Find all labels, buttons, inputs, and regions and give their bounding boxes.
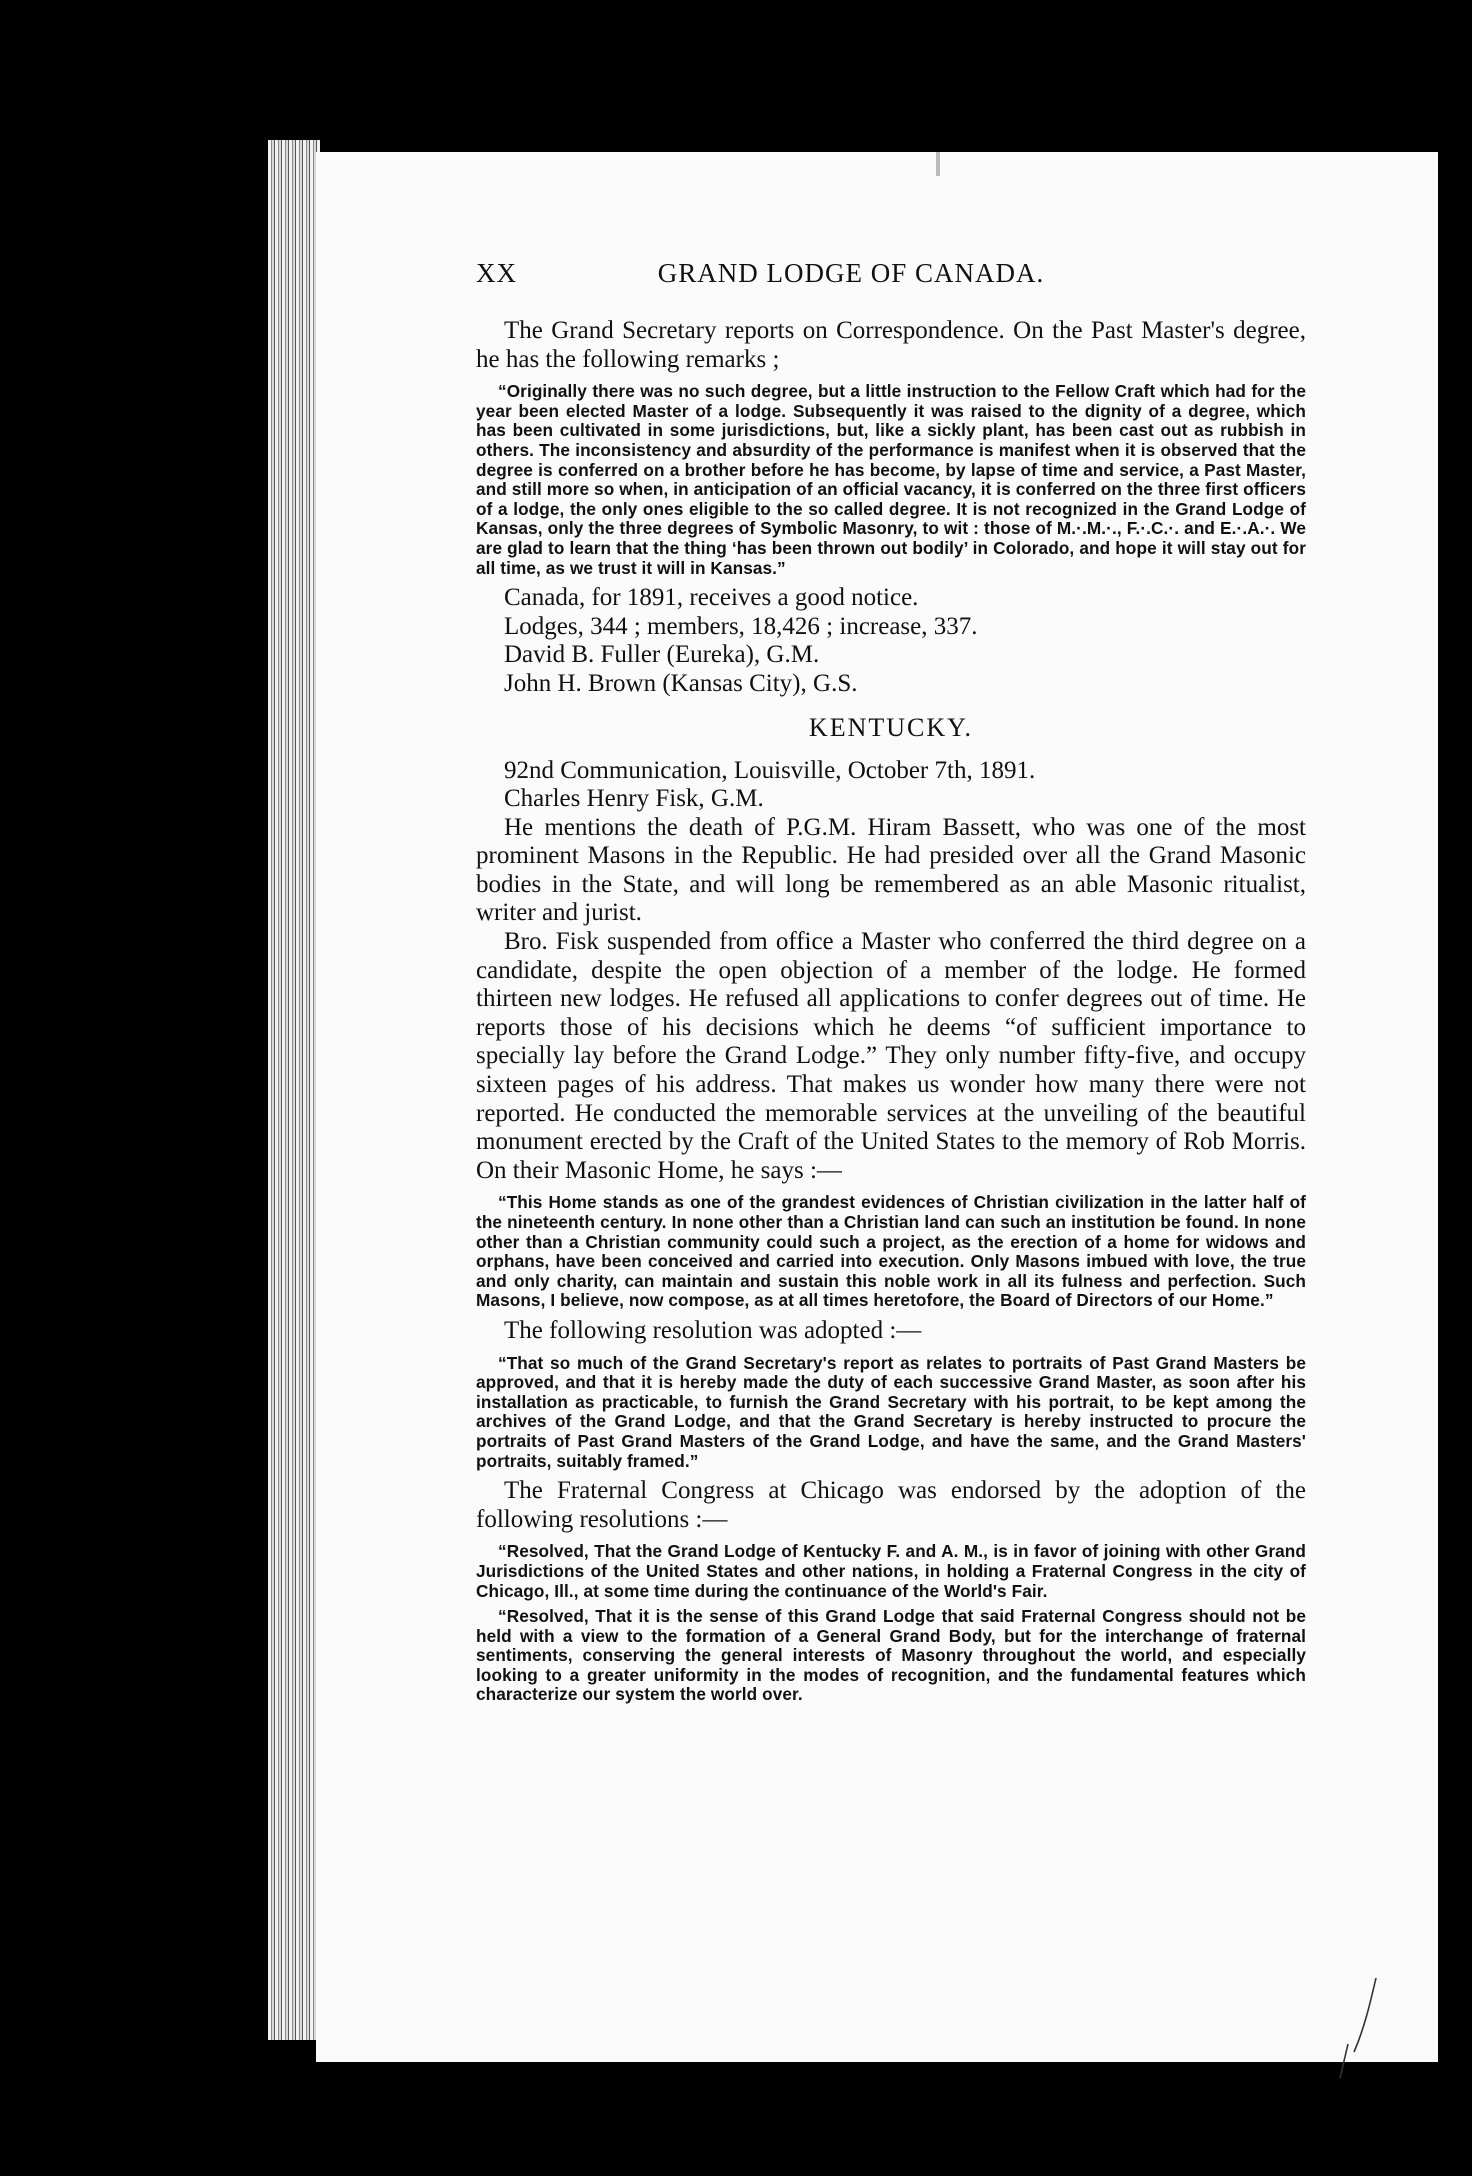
fraternal-congress-intro: The Fraternal Congress at Chicago was endorsed by the adoption of the following resolutions :— (476, 1477, 1306, 1533)
kansas-intro: The Grand Secretary reports on Correspondence. On the Past Master's degree, he has the following remarks ; (476, 317, 1306, 373)
pen-stroke-mark (1336, 1974, 1386, 2084)
kansas-line-canada: Canada, for 1891, receives a good notice. (504, 584, 919, 612)
kentucky-line-grand-master: Charles Henry Fisk, G.M. (504, 785, 764, 813)
resolution-intro: The following resolution was adopted :— (504, 1316, 922, 1344)
kansas-line-grand-master: David B. Fuller (Eureka), G.M. (504, 641, 820, 669)
page-number: XX (476, 258, 517, 288)
kansas-line-grand-secretary: John H. Brown (Kansas City), G.S. (504, 669, 858, 697)
running-title: GRAND LODGE OF CANADA. (657, 258, 1045, 288)
kentucky-paragraph-bassett: He mentions the death of P.G.M. Hiram Bassett, who was one of the most prominent Masons in the Republic. He had presided over all the Grand Masonic bodies in the State, and will long be remembered as an able Masonic ritualist, writer and jurist. (476, 813, 1306, 927)
masonic-home-quote: “This Home stands as one of the grandest evidences of Christian civilization in the latter half of the nineteenth century. In none other than a Christian land can such an institution be found. In none other than a Christian community could such a project, as the erection of a home for widows and orphans, have been conceived and carried into execution. Only Masons imbued with love, the true and only charity, can maintain and sustain this noble work in all its fulness and perfection. Such Masons, I believe, now compose, as at all times heretofore, the Board of Directors of our Home.” (476, 1192, 1306, 1311)
resolved-two: “Resolved, That it is the sense of this Grand Lodge that said Fraternal Congress should not be held with a view to the formation of a General Grand Body, but for the interchange of fraternal sentiments, conserving the general interests of Masonry throughout the world, and especially looking to a greater uniformity in the modes of recognition, and the fundamental features which characterize our system the world over. (476, 1606, 1306, 1705)
margin-mark (936, 152, 940, 176)
section-heading-kentucky: KENTUCKY. (808, 712, 974, 742)
resolved-one: “Resolved, That the Grand Lodge of Kentucky F. and A. M., is in favor of joining with other Grand Jurisdictions of the United States and other nations, in holding a Fraternal Congress in the city of Chicago, Ill., at some time during the continuance of the World's Fair. (476, 1541, 1306, 1601)
page-edges (268, 140, 320, 2040)
page-content (476, 258, 1306, 1711)
kentucky-paragraph-fisk: Bro. Fisk suspended from office a Master who conferred the third degree on a candidate, despite the open objection of a member of the lodge. He formed thirteen new lodges. He refused all applications to confer degrees out of time. He reports those of his decisions which he deems “of sufficient importance to specially lay before the Grand Lodge.” They only number fifty-five, and occupy sixteen pages of his address. That makes us wonder how many there were not reported. He conducted the memorable services at the unveiling of the beautiful monument erected by the Craft of the United States to the memory of Rob Morris. On their Masonic Home, he says :— (476, 928, 1306, 1184)
portraits-resolution-quote: “That so much of the Grand Secretary's report as relates to portraits of Past Grand Masters be approved, and that it is hereby made the duty of each successive Grand Master, as soon after his installation as practicable, to furnish the Grand Secretary with his portrait, to be kept among the archives of the Grand Lodge, and that the Grand Secretary is hereby instructed to procure the portraits of Past Grand Masters of the Grand Lodge, and have the same, and the Grand Masters' portraits, suitably framed.” (476, 1352, 1306, 1471)
running-head (476, 258, 1306, 289)
kansas-quote: “Originally there was no such degree, but a little instruction to the Fellow Craft which had for the year been elected Master of a lodge. Subsequently it was raised to the dignity of a degree, which has been cultivated in some jurisdictions, but, like a sickly plant, has been cast out as rubbish in others. The inconsistency and absurdity of the performance is manifest when it is observed that the degree is conferred on a brother before he has become, by lapse of time and service, a Past Master, and still more so when, in anticipation of an official vacancy, it is conferred on the three first officers of a lodge, the only ones eligible to the so called degree. It is not recognized in the Grand Lodge of Kansas, only the three degrees of Symbolic Masonry, to wit : those of M.·.M.·., F.·.C.·. and E.·.A.·. We are glad to learn that the thing ‘has been thrown out bodily’ in Colorado, and hope it will stay out for all time, as we trust it will in Kansas.” (476, 381, 1306, 578)
kansas-line-lodges: Lodges, 344 ; members, 18,426 ; increase, 337. (504, 612, 978, 640)
book-page (316, 152, 1438, 2062)
kentucky-line-communication: 92nd Communication, Louisville, October 7th, 1891. (504, 756, 1036, 784)
